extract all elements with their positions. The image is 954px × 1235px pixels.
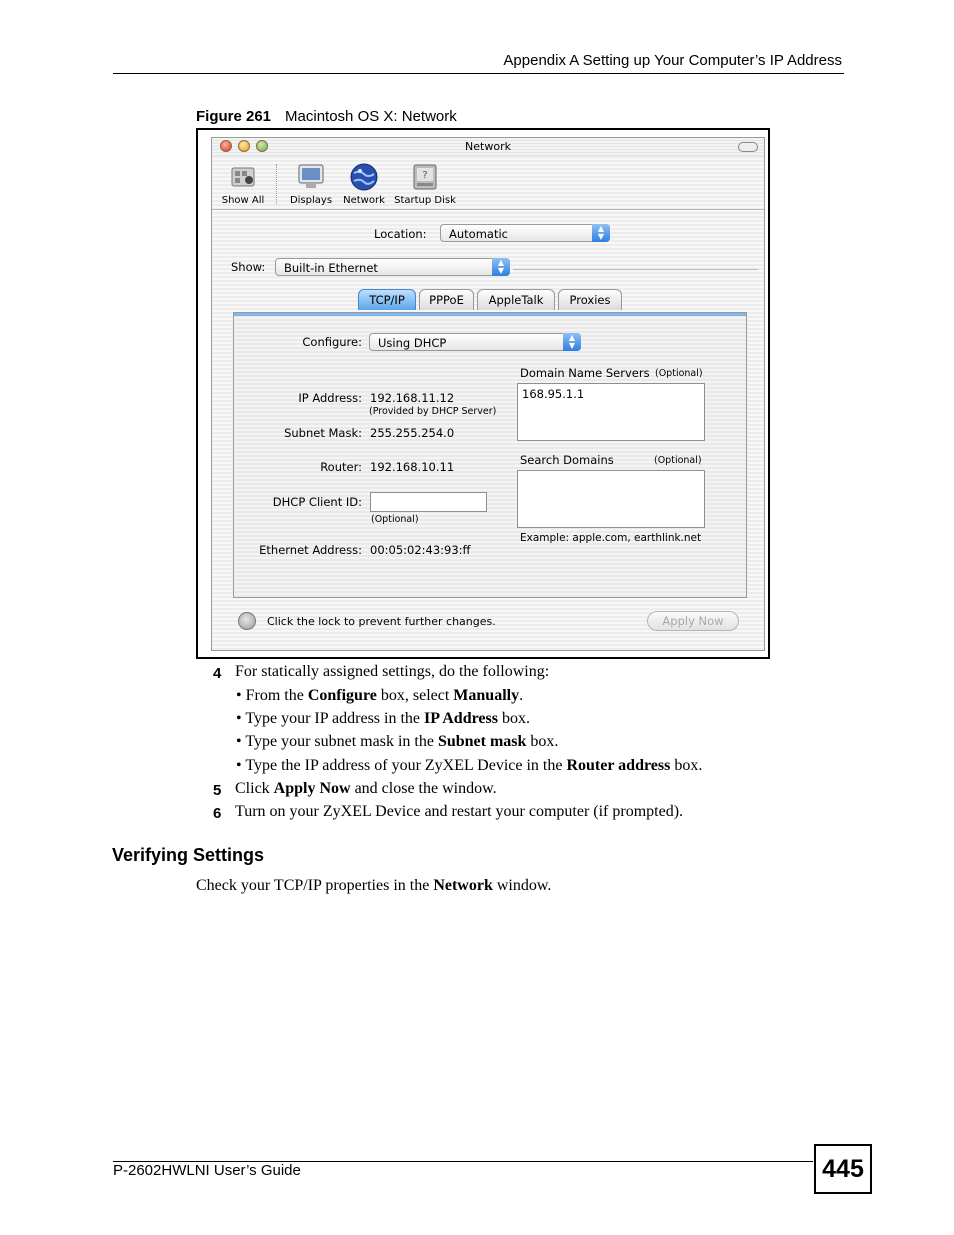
toolbar-show-all[interactable]	[218, 162, 268, 206]
step-text: Turn on your ZyXEL Device and restart your computer (if prompted).	[235, 803, 684, 820]
ip-address-label: IP Address:	[298, 391, 362, 405]
toolbar-divider	[276, 164, 278, 204]
section-body: Check your TCP/IP properties in the Network window.	[196, 877, 552, 894]
toolbar-network[interactable]	[339, 162, 389, 206]
dns-label: Domain Name Servers	[520, 366, 650, 380]
lock-icon[interactable]	[238, 612, 256, 630]
figure-number: Figure 261	[196, 108, 272, 125]
toolbar-label: Network	[343, 195, 385, 206]
figure-caption	[196, 108, 457, 125]
step-number: 6	[213, 805, 222, 822]
search-domains-example: Example: apple.com, earthlink.net	[520, 532, 702, 544]
show-label: Show:	[231, 260, 266, 274]
show-value: Built-in Ethernet	[284, 261, 378, 275]
toolbar-startup-disk[interactable]	[392, 162, 458, 206]
tab-tcpip[interactable]: TCP/IP	[358, 289, 416, 310]
tab-pppoe[interactable]: PPPoE	[419, 289, 474, 310]
lock-message: Click the lock to prevent further changes.	[267, 615, 496, 628]
ip-address-value: 192.168.11.12	[370, 391, 455, 405]
updown-arrows-icon: ▲ ▼	[592, 224, 610, 242]
location-label: Location:	[374, 227, 427, 241]
header-rule	[113, 73, 844, 74]
running-header: Appendix A Setting up Your Computer’s IP Address	[503, 52, 842, 69]
guide-title: P-2602HWLNI User’s Guide	[113, 1162, 301, 1179]
updown-arrows-icon: ▲ ▼	[492, 258, 510, 276]
tab-appletalk[interactable]: AppleTalk	[477, 289, 555, 310]
toolbar-label: Show All	[221, 195, 265, 206]
search-domains-textarea[interactable]	[517, 470, 705, 528]
bullet-item: • Type your subnet mask in the Subnet mask box.	[236, 733, 559, 750]
tab-proxies[interactable]: Proxies	[558, 289, 622, 310]
show-all-icon	[227, 162, 259, 192]
network-window	[211, 137, 765, 651]
apply-now-button[interactable]: Apply Now	[647, 611, 739, 631]
toolbar-label: Startup Disk	[394, 195, 456, 206]
startup-disk-icon	[409, 162, 441, 192]
search-domains-label: Search Domains	[520, 453, 614, 467]
window-title: Network	[465, 140, 511, 153]
dhcp-client-id-note: (Optional)	[371, 514, 419, 525]
dns-textarea[interactable]: 168.95.1.1	[517, 383, 705, 441]
ip-address-note: (Provided by DHCP Server)	[369, 406, 497, 417]
updown-arrows-icon: ▲ ▼	[563, 333, 581, 351]
network-globe-icon	[348, 162, 380, 192]
section-heading: Verifying Settings	[112, 845, 265, 865]
bullet-item: • Type the IP address of your ZyXEL Device in the Router address box.	[236, 757, 703, 774]
svg-text:?: ?	[422, 170, 428, 181]
step-number: 4	[213, 665, 222, 682]
location-select[interactable]	[440, 224, 610, 242]
router-label: Router:	[320, 460, 362, 474]
step-text: Click Apply Now and close the window.	[235, 780, 497, 797]
router-value: 192.168.10.11	[370, 460, 455, 474]
ethernet-address-label: Ethernet Address:	[259, 543, 362, 557]
bullet-item: • From the Configure box, select Manually.	[236, 687, 524, 704]
page-number: 445	[814, 1144, 872, 1194]
configure-select[interactable]	[369, 333, 581, 351]
dhcp-client-id-input[interactable]	[370, 492, 487, 512]
dhcp-client-id-label: DHCP Client ID:	[272, 495, 362, 509]
toolbar-rule	[212, 209, 764, 210]
bullet-item: • Type your IP address in the IP Address box.	[236, 710, 530, 727]
toolbar-label: Displays	[289, 195, 333, 206]
show-divider	[513, 269, 758, 270]
dns-optional: (Optional)	[655, 368, 703, 379]
step-number: 5	[213, 782, 222, 799]
toolbar-toggle-icon[interactable]	[738, 142, 758, 152]
ethernet-address-value: 00:05:02:43:93:ff	[370, 543, 471, 557]
show-select[interactable]	[275, 258, 510, 276]
search-domains-optional: (Optional)	[654, 455, 702, 466]
step-text: For statically assigned settings, do the following:	[235, 663, 550, 680]
subnet-mask-value: 255.255.254.0	[370, 426, 455, 440]
toolbar-displays[interactable]	[286, 162, 336, 206]
displays-icon	[295, 162, 327, 192]
location-value: Automatic	[449, 227, 508, 241]
configure-label: Configure:	[302, 335, 362, 349]
subnet-mask-label: Subnet Mask:	[284, 426, 362, 440]
configure-value: Using DHCP	[378, 336, 447, 350]
figure-title: Macintosh OS X: Network	[285, 108, 457, 125]
